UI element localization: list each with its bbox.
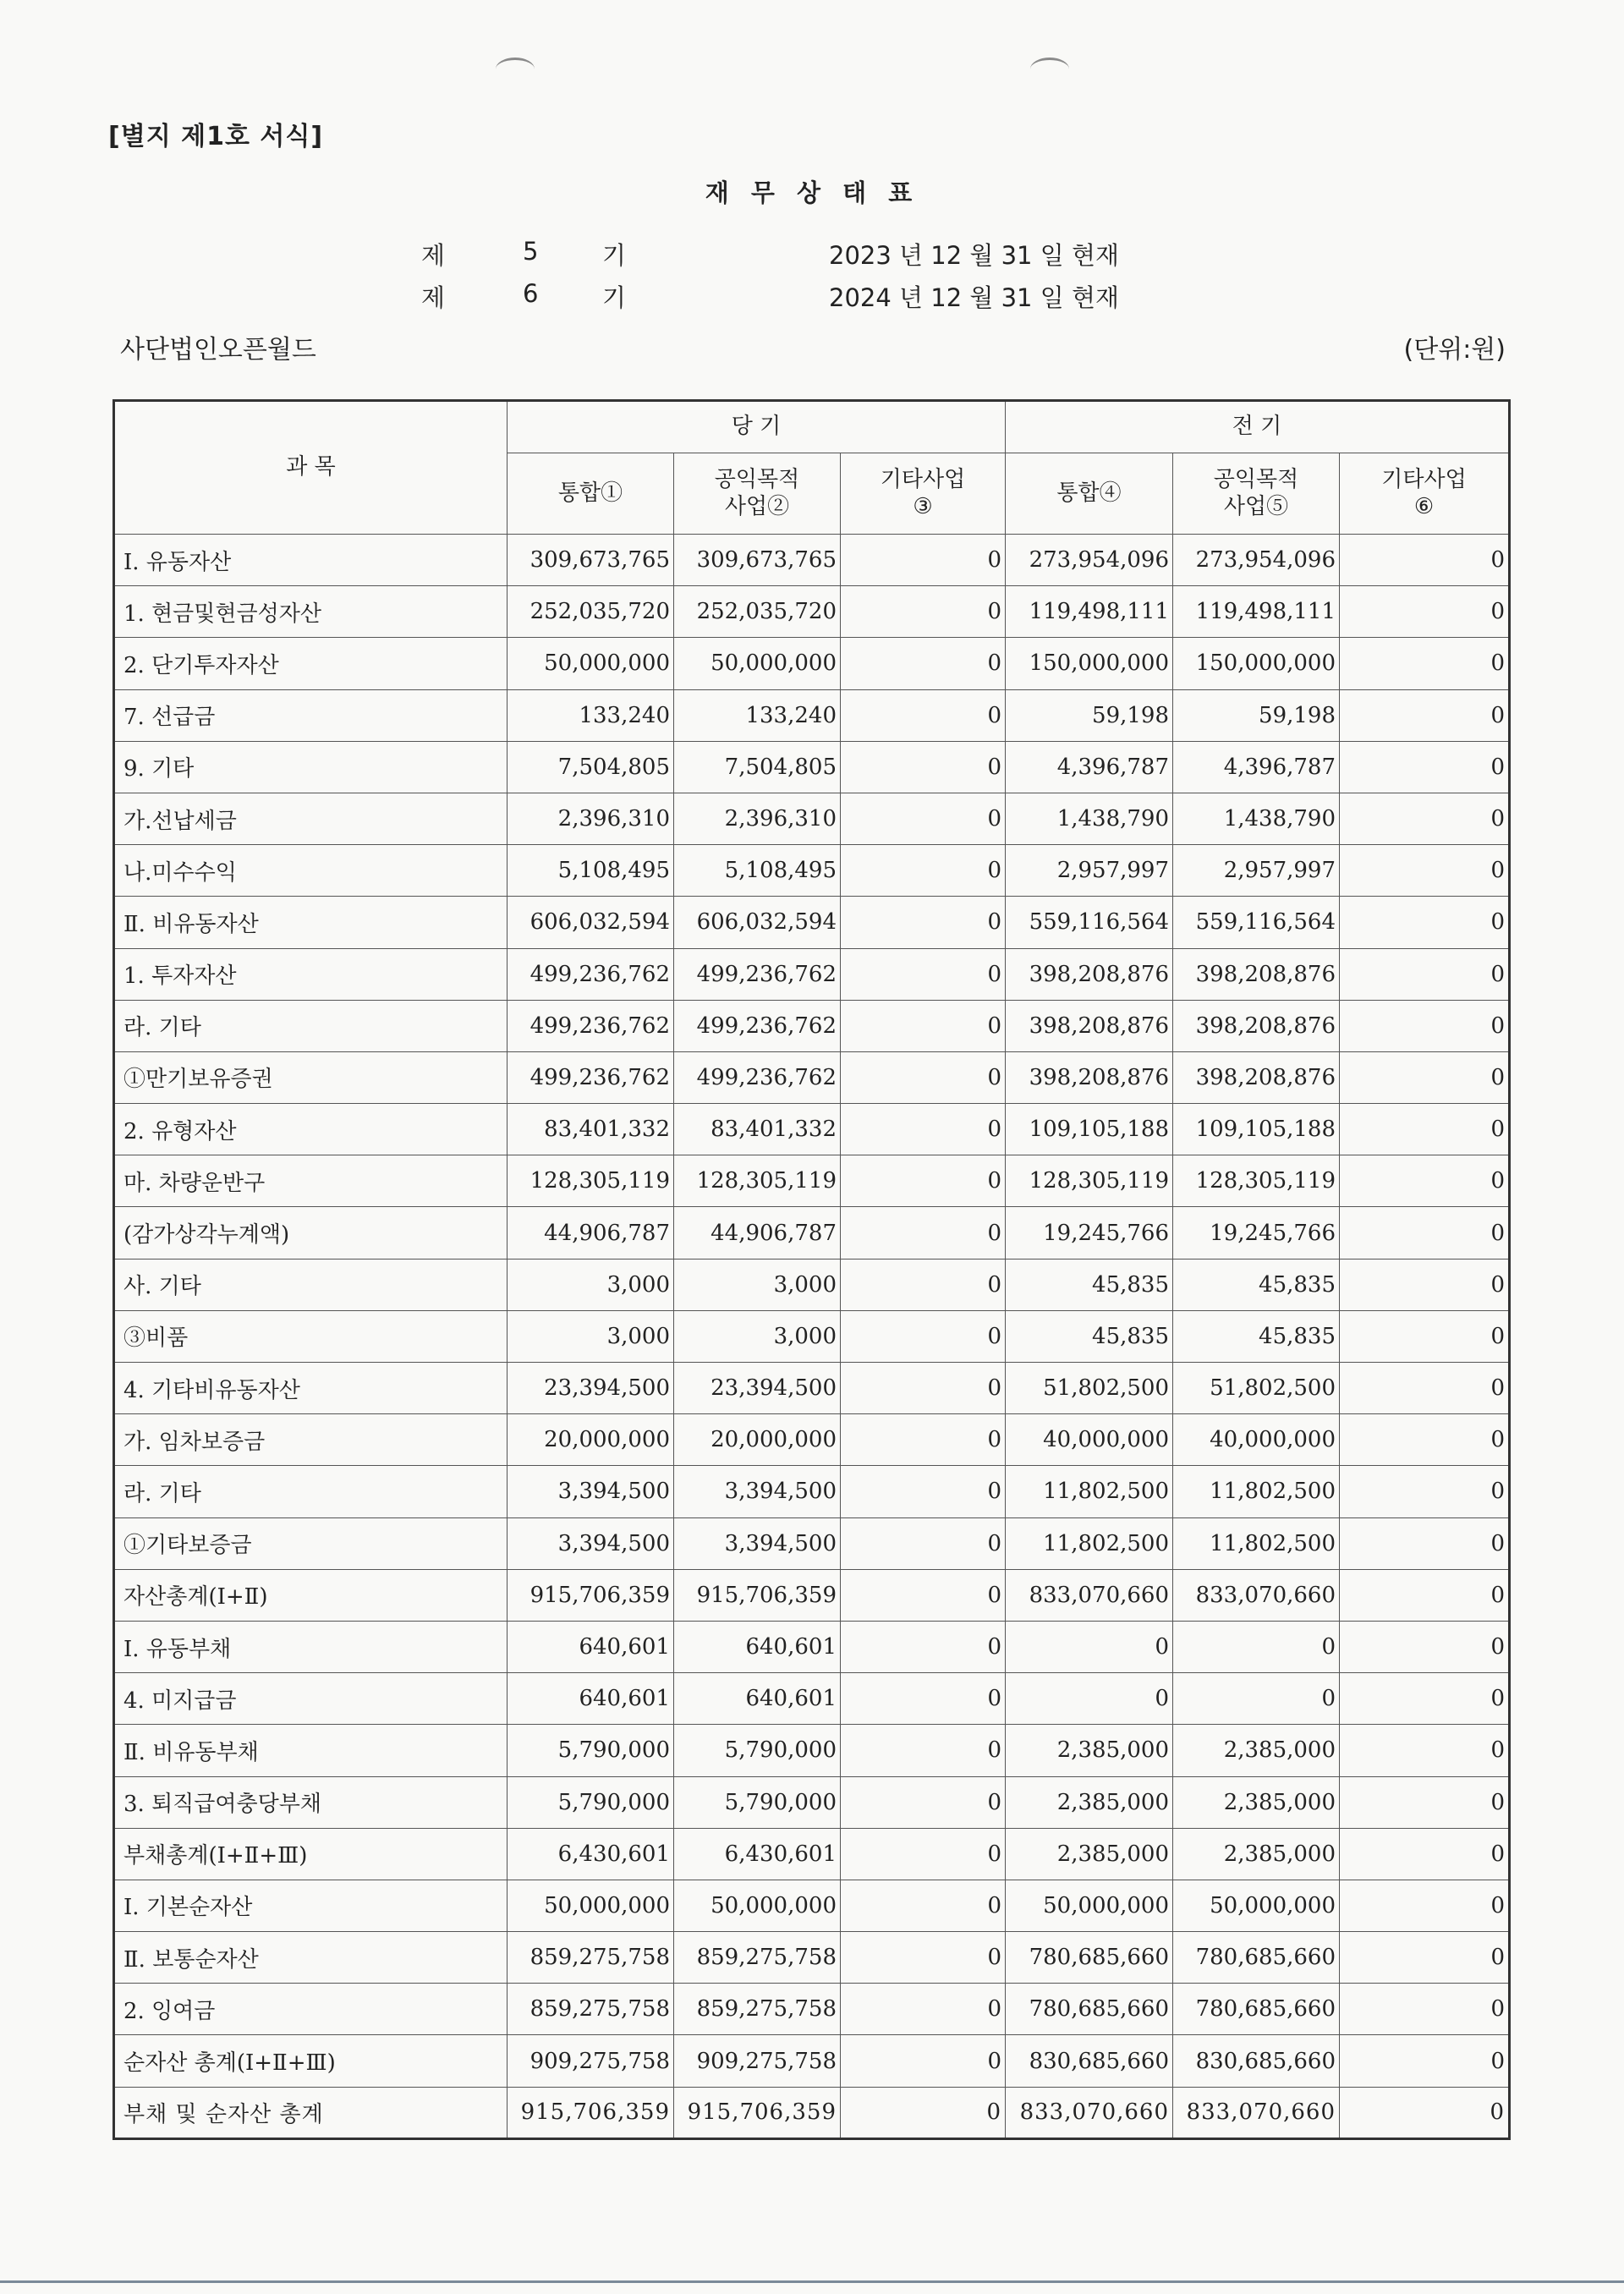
amount-cell: 5,790,000	[508, 1725, 674, 1776]
amount-cell: 398,208,876	[1173, 1000, 1340, 1051]
amount-cell: 20,000,000	[674, 1414, 841, 1466]
amount-cell: 0	[1340, 689, 1510, 741]
amount-cell: 5,790,000	[508, 1776, 674, 1828]
amount-cell: 83,401,332	[674, 1104, 841, 1155]
unit-label: (단위:원)	[1403, 335, 1506, 365]
amount-cell: 4,396,787	[1006, 741, 1173, 793]
table-row	[114, 2035, 1510, 2087]
table-row	[114, 1725, 1510, 1776]
amount-cell: 128,305,119	[508, 1155, 674, 1207]
amount-cell: 0	[841, 741, 1006, 793]
period-date: 2023 년 12 월 31 일 현재	[829, 241, 1119, 270]
amount-cell: 19,245,766	[1173, 1207, 1340, 1259]
amount-cell: 830,685,660	[1173, 2035, 1340, 2087]
amount-cell: 780,685,660	[1006, 1984, 1173, 2035]
col-header-public-previous	[1173, 453, 1340, 535]
col-header-line: ③	[913, 493, 933, 519]
amount-cell: 833,070,660	[1006, 1569, 1173, 1621]
amount-cell: 398,208,876	[1006, 1000, 1173, 1051]
amount-cell: 50,000,000	[1006, 1880, 1173, 1931]
table-row	[114, 2087, 1510, 2138]
subject-header: 과 목	[114, 401, 508, 535]
amount-cell: 0	[1340, 586, 1510, 638]
company-name: 사단법인오픈월드	[120, 335, 316, 365]
table-row	[114, 1932, 1510, 1984]
amount-cell: 128,305,119	[1006, 1155, 1173, 1207]
amount-cell: 0	[841, 2035, 1006, 2087]
amount-cell: 0	[1173, 1673, 1340, 1725]
amount-cell: 0	[1340, 741, 1510, 793]
row-label: 라. 기타	[114, 1466, 508, 1517]
table-row	[114, 586, 1510, 638]
row-label: Ⅱ. 보통순자산	[114, 1932, 508, 1984]
amount-cell: 45,835	[1006, 1310, 1173, 1362]
punch-hole-left	[496, 58, 535, 80]
amount-cell: 0	[1340, 1621, 1510, 1672]
amount-cell: 273,954,096	[1173, 535, 1340, 586]
table-row	[114, 1310, 1510, 1362]
amount-cell: 640,601	[508, 1621, 674, 1672]
document-title: 재 무 상 태 표	[705, 178, 919, 207]
amount-cell: 0	[1340, 1000, 1510, 1051]
amount-cell: 0	[1340, 897, 1510, 948]
amount-cell: 0	[1006, 1621, 1173, 1672]
amount-cell: 0	[1340, 1363, 1510, 1414]
row-label: 4. 미지급금	[114, 1673, 508, 1725]
amount-cell: 45,835	[1173, 1259, 1340, 1310]
amount-cell: 0	[841, 1673, 1006, 1725]
amount-cell: 833,070,660	[1173, 2087, 1340, 2138]
amount-cell: 398,208,876	[1006, 1051, 1173, 1103]
amount-cell: 833,070,660	[1173, 1569, 1340, 1621]
amount-cell: 2,385,000	[1173, 1828, 1340, 1880]
row-label: 마. 차량운반구	[114, 1155, 508, 1207]
amount-cell: 20,000,000	[508, 1414, 674, 1466]
amount-cell: 0	[841, 689, 1006, 741]
period-suffix: 기	[602, 283, 627, 312]
amount-cell: 6,430,601	[508, 1828, 674, 1880]
amount-cell: 559,116,564	[1173, 897, 1340, 948]
table-row	[114, 1414, 1510, 1466]
amount-cell: 45,835	[1173, 1310, 1340, 1362]
row-label: 나.미수수익	[114, 845, 508, 897]
amount-cell: 915,706,359	[674, 1569, 841, 1621]
amount-cell: 0	[1340, 2087, 1510, 2138]
table-row	[114, 1673, 1510, 1725]
amount-cell: 859,275,758	[508, 1984, 674, 2035]
amount-cell: 2,957,997	[1173, 845, 1340, 897]
amount-cell: 0	[1340, 948, 1510, 1000]
col-header-line: 기타사업	[1381, 467, 1467, 493]
amount-cell: 0	[1340, 638, 1510, 689]
amount-cell: 51,802,500	[1006, 1363, 1173, 1414]
amount-cell: 0	[1340, 535, 1510, 586]
amount-cell: 2,396,310	[674, 793, 841, 844]
amount-cell: 0	[1340, 1880, 1510, 1931]
amount-cell: 3,394,500	[508, 1466, 674, 1517]
row-label: ①만기보유증권	[114, 1051, 508, 1103]
period-prefix: 제	[421, 241, 446, 270]
amount-cell: 6,430,601	[674, 1828, 841, 1880]
table-row	[114, 897, 1510, 948]
amount-cell: 0	[841, 638, 1006, 689]
table-row	[114, 1207, 1510, 1259]
table-row	[114, 1569, 1510, 1621]
financial-position-table	[112, 399, 1511, 2140]
amount-cell: 0	[841, 845, 1006, 897]
table-row	[114, 1104, 1510, 1155]
amount-cell: 83,401,332	[508, 1104, 674, 1155]
amount-cell: 0	[1340, 1259, 1510, 1310]
amount-cell: 0	[841, 1155, 1006, 1207]
amount-cell: 3,394,500	[674, 1517, 841, 1569]
amount-cell: 51,802,500	[1173, 1363, 1340, 1414]
amount-cell: 640,601	[674, 1621, 841, 1672]
amount-cell: 0	[1340, 1932, 1510, 1984]
previous-period-header: 전 기	[1006, 401, 1510, 453]
amount-cell: 0	[1340, 1104, 1510, 1155]
amount-cell: 499,236,762	[508, 1000, 674, 1051]
amount-cell: 40,000,000	[1173, 1414, 1340, 1466]
amount-cell: 0	[841, 793, 1006, 844]
col-header-other-previous	[1340, 453, 1510, 535]
row-label: 부채 및 순자산 총계	[114, 2087, 508, 2138]
amount-cell: 252,035,720	[508, 586, 674, 638]
period-suffix: 기	[602, 241, 627, 270]
amount-cell: 0	[1340, 1776, 1510, 1828]
row-label: 순자산 총계(Ⅰ+Ⅱ+Ⅲ)	[114, 2035, 508, 2087]
amount-cell: 0	[841, 1363, 1006, 1414]
amount-cell: 150,000,000	[1173, 638, 1340, 689]
amount-cell: 2,385,000	[1173, 1776, 1340, 1828]
amount-cell: 780,685,660	[1173, 1932, 1340, 1984]
amount-cell: 499,236,762	[674, 948, 841, 1000]
row-label: 2. 유형자산	[114, 1104, 508, 1155]
row-label: 1. 현금및현금성자산	[114, 586, 508, 638]
table-row	[114, 1828, 1510, 1880]
amount-cell: 0	[1340, 1569, 1510, 1621]
amount-cell: 0	[841, 1259, 1006, 1310]
amount-cell: 309,673,765	[674, 535, 841, 586]
amount-cell: 0	[841, 586, 1006, 638]
amount-cell: 3,000	[508, 1310, 674, 1362]
col-header-public-current	[674, 453, 841, 535]
amount-cell: 0	[1340, 1673, 1510, 1725]
amount-cell: 398,208,876	[1006, 948, 1173, 1000]
amount-cell: 3,394,500	[508, 1517, 674, 1569]
amount-cell: 0	[1340, 1725, 1510, 1776]
amount-cell: 59,198	[1173, 689, 1340, 741]
row-label: 2. 잉여금	[114, 1984, 508, 2035]
col-header-line: 사업②	[724, 493, 790, 519]
form-label: [별지 제1호 서식]	[108, 122, 324, 151]
period-number: 5	[523, 237, 539, 266]
amount-cell: 23,394,500	[508, 1363, 674, 1414]
amount-cell: 0	[1340, 1155, 1510, 1207]
table-row	[114, 741, 1510, 793]
table-row	[114, 689, 1510, 741]
amount-cell: 909,275,758	[508, 2035, 674, 2087]
row-label: 라. 기타	[114, 1000, 508, 1051]
amount-cell: 0	[841, 1725, 1006, 1776]
amount-cell: 499,236,762	[508, 948, 674, 1000]
amount-cell: 40,000,000	[1006, 1414, 1173, 1466]
amount-cell: 859,275,758	[674, 1932, 841, 1984]
amount-cell: 859,275,758	[508, 1932, 674, 1984]
row-label: ①기타보증금	[114, 1517, 508, 1569]
amount-cell: 7,504,805	[674, 741, 841, 793]
amount-cell: 44,906,787	[508, 1207, 674, 1259]
amount-cell: 398,208,876	[1173, 1051, 1340, 1103]
col-header-line: ⑥	[1413, 493, 1435, 519]
row-label: 가. 임차보증금	[114, 1414, 508, 1466]
amount-cell: 398,208,876	[1173, 948, 1340, 1000]
amount-cell: 0	[841, 1621, 1006, 1672]
amount-cell: 859,275,758	[674, 1984, 841, 2035]
amount-cell: 50,000,000	[1173, 1880, 1340, 1931]
amount-cell: 2,385,000	[1006, 1776, 1173, 1828]
punch-hole-right	[1030, 58, 1069, 80]
table-row	[114, 1517, 1510, 1569]
row-label: Ⅰ. 유동부채	[114, 1621, 508, 1672]
amount-cell: 0	[1340, 1310, 1510, 1362]
amount-cell: 19,245,766	[1006, 1207, 1173, 1259]
amount-cell: 3,394,500	[674, 1466, 841, 1517]
current-period-header: 당 기	[508, 401, 1006, 453]
amount-cell: 0	[841, 1000, 1006, 1051]
row-label: 2. 단기투자자산	[114, 638, 508, 689]
table-body	[114, 535, 1510, 2139]
amount-cell: 44,906,787	[674, 1207, 841, 1259]
amount-cell: 0	[1340, 1207, 1510, 1259]
table-row	[114, 1155, 1510, 1207]
amount-cell: 640,601	[674, 1673, 841, 1725]
amount-cell: 780,685,660	[1173, 1984, 1340, 2035]
table-row	[114, 1363, 1510, 1414]
table-row	[114, 948, 1510, 1000]
amount-cell: 0	[841, 1776, 1006, 1828]
amount-cell: 0	[1340, 2035, 1510, 2087]
row-label: 4. 기타비유동자산	[114, 1363, 508, 1414]
amount-cell: 0	[841, 1984, 1006, 2035]
table-row	[114, 1466, 1510, 1517]
row-label: 3. 퇴직급여충당부채	[114, 1776, 508, 1828]
col-header-line: 공익목적	[714, 467, 800, 493]
amount-cell: 0	[841, 1828, 1006, 1880]
amount-cell: 252,035,720	[674, 586, 841, 638]
amount-cell: 915,706,359	[508, 2087, 674, 2138]
amount-cell: 23,394,500	[674, 1363, 841, 1414]
amount-cell: 150,000,000	[1006, 638, 1173, 689]
amount-cell: 0	[841, 1517, 1006, 1569]
amount-cell: 0	[1006, 1673, 1173, 1725]
amount-cell: 2,396,310	[508, 793, 674, 844]
amount-cell: 0	[1340, 793, 1510, 844]
amount-cell: 606,032,594	[674, 897, 841, 948]
amount-cell: 915,706,359	[508, 1569, 674, 1621]
row-label: 가.선납세금	[114, 793, 508, 844]
row-label: 7. 선급금	[114, 689, 508, 741]
amount-cell: 0	[1340, 1051, 1510, 1103]
table-row	[114, 638, 1510, 689]
amount-cell: 7,504,805	[508, 741, 674, 793]
amount-cell: 128,305,119	[674, 1155, 841, 1207]
amount-cell: 11,802,500	[1173, 1466, 1340, 1517]
row-label: 사. 기타	[114, 1259, 508, 1310]
amount-cell: 2,385,000	[1006, 1725, 1173, 1776]
amount-cell: 11,802,500	[1006, 1466, 1173, 1517]
amount-cell: 119,498,111	[1006, 586, 1173, 638]
amount-cell: 109,105,188	[1006, 1104, 1173, 1155]
row-label: 부채총계(Ⅰ+Ⅱ+Ⅲ)	[114, 1828, 508, 1880]
row-label: 1. 투자자산	[114, 948, 508, 1000]
amount-cell: 640,601	[508, 1673, 674, 1725]
amount-cell: 50,000,000	[674, 1880, 841, 1931]
col-header-integrated-previous: 통합④	[1006, 453, 1173, 535]
table-row	[114, 1000, 1510, 1051]
amount-cell: 0	[1340, 1466, 1510, 1517]
amount-cell: 0	[1340, 1414, 1510, 1466]
amount-cell: 499,236,762	[508, 1051, 674, 1103]
page-bottom-rule	[0, 2280, 1624, 2283]
row-label: Ⅱ. 비유동자산	[114, 897, 508, 948]
col-header-line: 공익목적	[1213, 467, 1299, 493]
amount-cell: 0	[841, 1207, 1006, 1259]
amount-cell: 0	[841, 1932, 1006, 1984]
amount-cell: 119,498,111	[1173, 586, 1340, 638]
amount-cell: 0	[1340, 1984, 1510, 2035]
col-header-other-current	[841, 453, 1006, 535]
amount-cell: 0	[841, 2087, 1006, 2138]
amount-cell: 0	[1340, 845, 1510, 897]
col-header-integrated-current: 통합①	[508, 453, 674, 535]
amount-cell: 833,070,660	[1006, 2087, 1173, 2138]
amount-cell: 133,240	[674, 689, 841, 741]
amount-cell: 50,000,000	[508, 1880, 674, 1931]
col-header-line: 기타사업	[880, 467, 966, 493]
table-row	[114, 1776, 1510, 1828]
amount-cell: 11,802,500	[1173, 1517, 1340, 1569]
row-label: Ⅱ. 비유동부채	[114, 1725, 508, 1776]
amount-cell: 0	[841, 948, 1006, 1000]
amount-cell: 273,954,096	[1006, 535, 1173, 586]
table-row	[114, 1880, 1510, 1931]
amount-cell: 0	[1340, 1828, 1510, 1880]
table-row	[114, 1259, 1510, 1310]
amount-cell: 59,198	[1006, 689, 1173, 741]
amount-cell: 45,835	[1006, 1259, 1173, 1310]
amount-cell: 0	[1340, 1517, 1510, 1569]
amount-cell: 3,000	[674, 1259, 841, 1310]
amount-cell: 109,105,188	[1173, 1104, 1340, 1155]
table-row	[114, 845, 1510, 897]
amount-cell: 0	[841, 1310, 1006, 1362]
amount-cell: 0	[841, 1051, 1006, 1103]
amount-cell: 50,000,000	[508, 638, 674, 689]
amount-cell: 0	[841, 1466, 1006, 1517]
amount-cell: 0	[841, 1104, 1006, 1155]
amount-cell: 606,032,594	[508, 897, 674, 948]
amount-cell: 0	[1173, 1621, 1340, 1672]
amount-cell: 11,802,500	[1006, 1517, 1173, 1569]
amount-cell: 5,108,495	[508, 845, 674, 897]
amount-cell: 780,685,660	[1006, 1932, 1173, 1984]
amount-cell: 0	[841, 535, 1006, 586]
amount-cell: 3,000	[508, 1259, 674, 1310]
amount-cell: 2,957,997	[1006, 845, 1173, 897]
amount-cell: 0	[841, 1880, 1006, 1931]
table-row	[114, 1051, 1510, 1103]
period-number: 6	[523, 279, 539, 308]
amount-cell: 50,000,000	[674, 638, 841, 689]
row-label: Ⅰ. 기본순자산	[114, 1880, 508, 1931]
row-label: Ⅰ. 유동자산	[114, 535, 508, 586]
row-label: 자산총계(Ⅰ+Ⅱ)	[114, 1569, 508, 1621]
amount-cell: 0	[841, 1414, 1006, 1466]
amount-cell: 5,790,000	[674, 1776, 841, 1828]
amount-cell: 128,305,119	[1173, 1155, 1340, 1207]
table-row	[114, 793, 1510, 844]
row-label: 9. 기타	[114, 741, 508, 793]
amount-cell: 2,385,000	[1006, 1828, 1173, 1880]
amount-cell: 915,706,359	[674, 2087, 841, 2138]
amount-cell: 0	[841, 1569, 1006, 1621]
amount-cell: 559,116,564	[1006, 897, 1173, 948]
amount-cell: 499,236,762	[674, 1000, 841, 1051]
table-row	[114, 1984, 1510, 2035]
amount-cell: 909,275,758	[674, 2035, 841, 2087]
amount-cell: 2,385,000	[1173, 1725, 1340, 1776]
row-label: ③비품	[114, 1310, 508, 1362]
amount-cell: 3,000	[674, 1310, 841, 1362]
amount-cell: 499,236,762	[674, 1051, 841, 1103]
table-row	[114, 535, 1510, 586]
amount-cell: 4,396,787	[1173, 741, 1340, 793]
amount-cell: 0	[841, 897, 1006, 948]
amount-cell: 1,438,790	[1173, 793, 1340, 844]
period-date: 2024 년 12 월 31 일 현재	[829, 283, 1119, 312]
table-row	[114, 1621, 1510, 1672]
amount-cell: 5,790,000	[674, 1725, 841, 1776]
amount-cell: 1,438,790	[1006, 793, 1173, 844]
row-label: (감가상각누계액)	[114, 1207, 508, 1259]
amount-cell: 309,673,765	[508, 535, 674, 586]
amount-cell: 830,685,660	[1006, 2035, 1173, 2087]
period-prefix: 제	[421, 283, 446, 312]
col-header-line: 사업⑤	[1223, 493, 1289, 519]
amount-cell: 5,108,495	[674, 845, 841, 897]
amount-cell: 133,240	[508, 689, 674, 741]
